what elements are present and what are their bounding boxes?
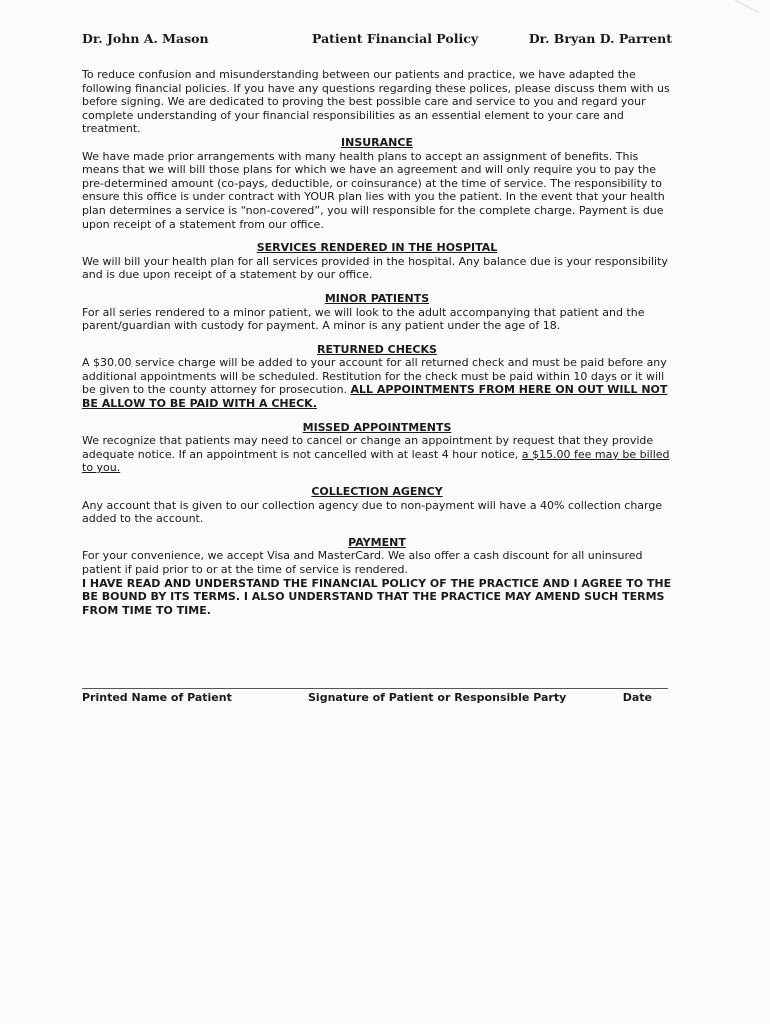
section-text: For your convenience, we accept Visa and MasterCard. We also offer a cash discount for all uninsured patient if paid prior to or at the time of service is rendered. [82,549,643,576]
section-missed-appointments [82,421,672,475]
document-title: Patient Financial Policy [312,31,479,46]
letterhead [82,28,672,48]
section-title: INSURANCE [341,135,413,149]
section-text: We will bill your health plan for all services provided in the hospital. Any balance due is your responsibility and is due upon receipt of a statement by our office. [82,254,668,282]
doctor-name-right: Dr. Bryan D. Parrent [528,31,672,46]
policy-body [82,68,672,617]
check-warning: ALL APPOINTMENTS FROM HERE ON OUT WILL NOT BE ALLOW TO BE PAID WITH A CHECK. [82,383,668,411]
date-label: Date [622,691,652,704]
section-text: We have made prior arrangements with many health plans to accept an assignment of benefits. This means that we will bill those plans for which we have an agreement and will only require you to pay the pre-determined amount (co-pays, deductible, or coinsurance) at the time of service. The responsibility to ensure this office is under contract with YOUR plan lies with you the patient. In the event that your health plan determines a service is “non-covered”, you will responsible for the complete charge. Payment is due upon receipt of a statement from our office. [82,149,665,231]
section-collection-agency [82,485,672,526]
section-text: Any account that is given to our collection agency due to non-payment will have a 40% collection charge added to the account. [82,498,663,526]
section-insurance [82,136,672,231]
section-payment [82,536,672,577]
section-title: MINOR PATIENTS [324,291,430,305]
signature-label: Signature of Patient or Responsible Party [308,691,567,704]
doctor-name-left: Dr. John A. Mason [82,31,209,46]
section-text-body: We recognize that patients may need to cancel or change an appointment by request that they provide adequate notice. If an appointment is not cancelled with at least 4 hour notice, [82,434,654,461]
section-text: For all series rendered to a minor patient, we will look to the adult accompanying that patient and the parent/guardian with custody for payment. A minor is any patient under the age of 18. [82,305,645,333]
section-title: SERVICES RENDERED IN THE HOSPITAL [256,241,498,255]
section-title: RETURNED CHECKS [317,342,437,356]
section-text [82,434,672,475]
section-returned-checks [82,343,672,411]
missed-fee-notice: a $15.00 fee may be billed to you. [82,447,670,475]
section-title: COLLECTION AGENCY [311,485,443,499]
intro-paragraph: To reduce confusion and misunderstanding between our patients and practice, we have adapted the following financial policies. If you have any questions regarding these polices, please discuss them with us before signing. We are dedicated to proving the best possible care and service to you and regard your complete understanding of your financial responsibilities as an essential element to your care and treatment. [82,68,670,136]
section-title: MISSED APPOINTMENTS [302,420,452,434]
section-minor-patients [82,292,672,333]
printed-name-label: Printed Name of Patient [82,691,232,704]
section-text [82,356,672,410]
signature-line[interactable] [82,688,668,711]
agreement-statement: I HAVE READ AND UNDERSTAND THE FINANCIAL POLICY OF THE PRACTICE AND I AGREE TO THE BE BOUND BY ITS TERMS. I ALSO UNDERSTAND THAT THE PRACTICE MAY AMEND SUCH TERMS FROM TIME TO TIME. [82,576,672,617]
section-title: PAYMENT [348,535,406,549]
section-hospital [82,241,672,282]
section-text-body: A $30.00 service charge will be added to your account for all returned check and must be paid before any additional appointments will be scheduled. Restitution for the check must be paid within 10 days or it will be given to the county attorney for prosecution. [82,356,667,397]
scan-artifact [732,0,766,13]
